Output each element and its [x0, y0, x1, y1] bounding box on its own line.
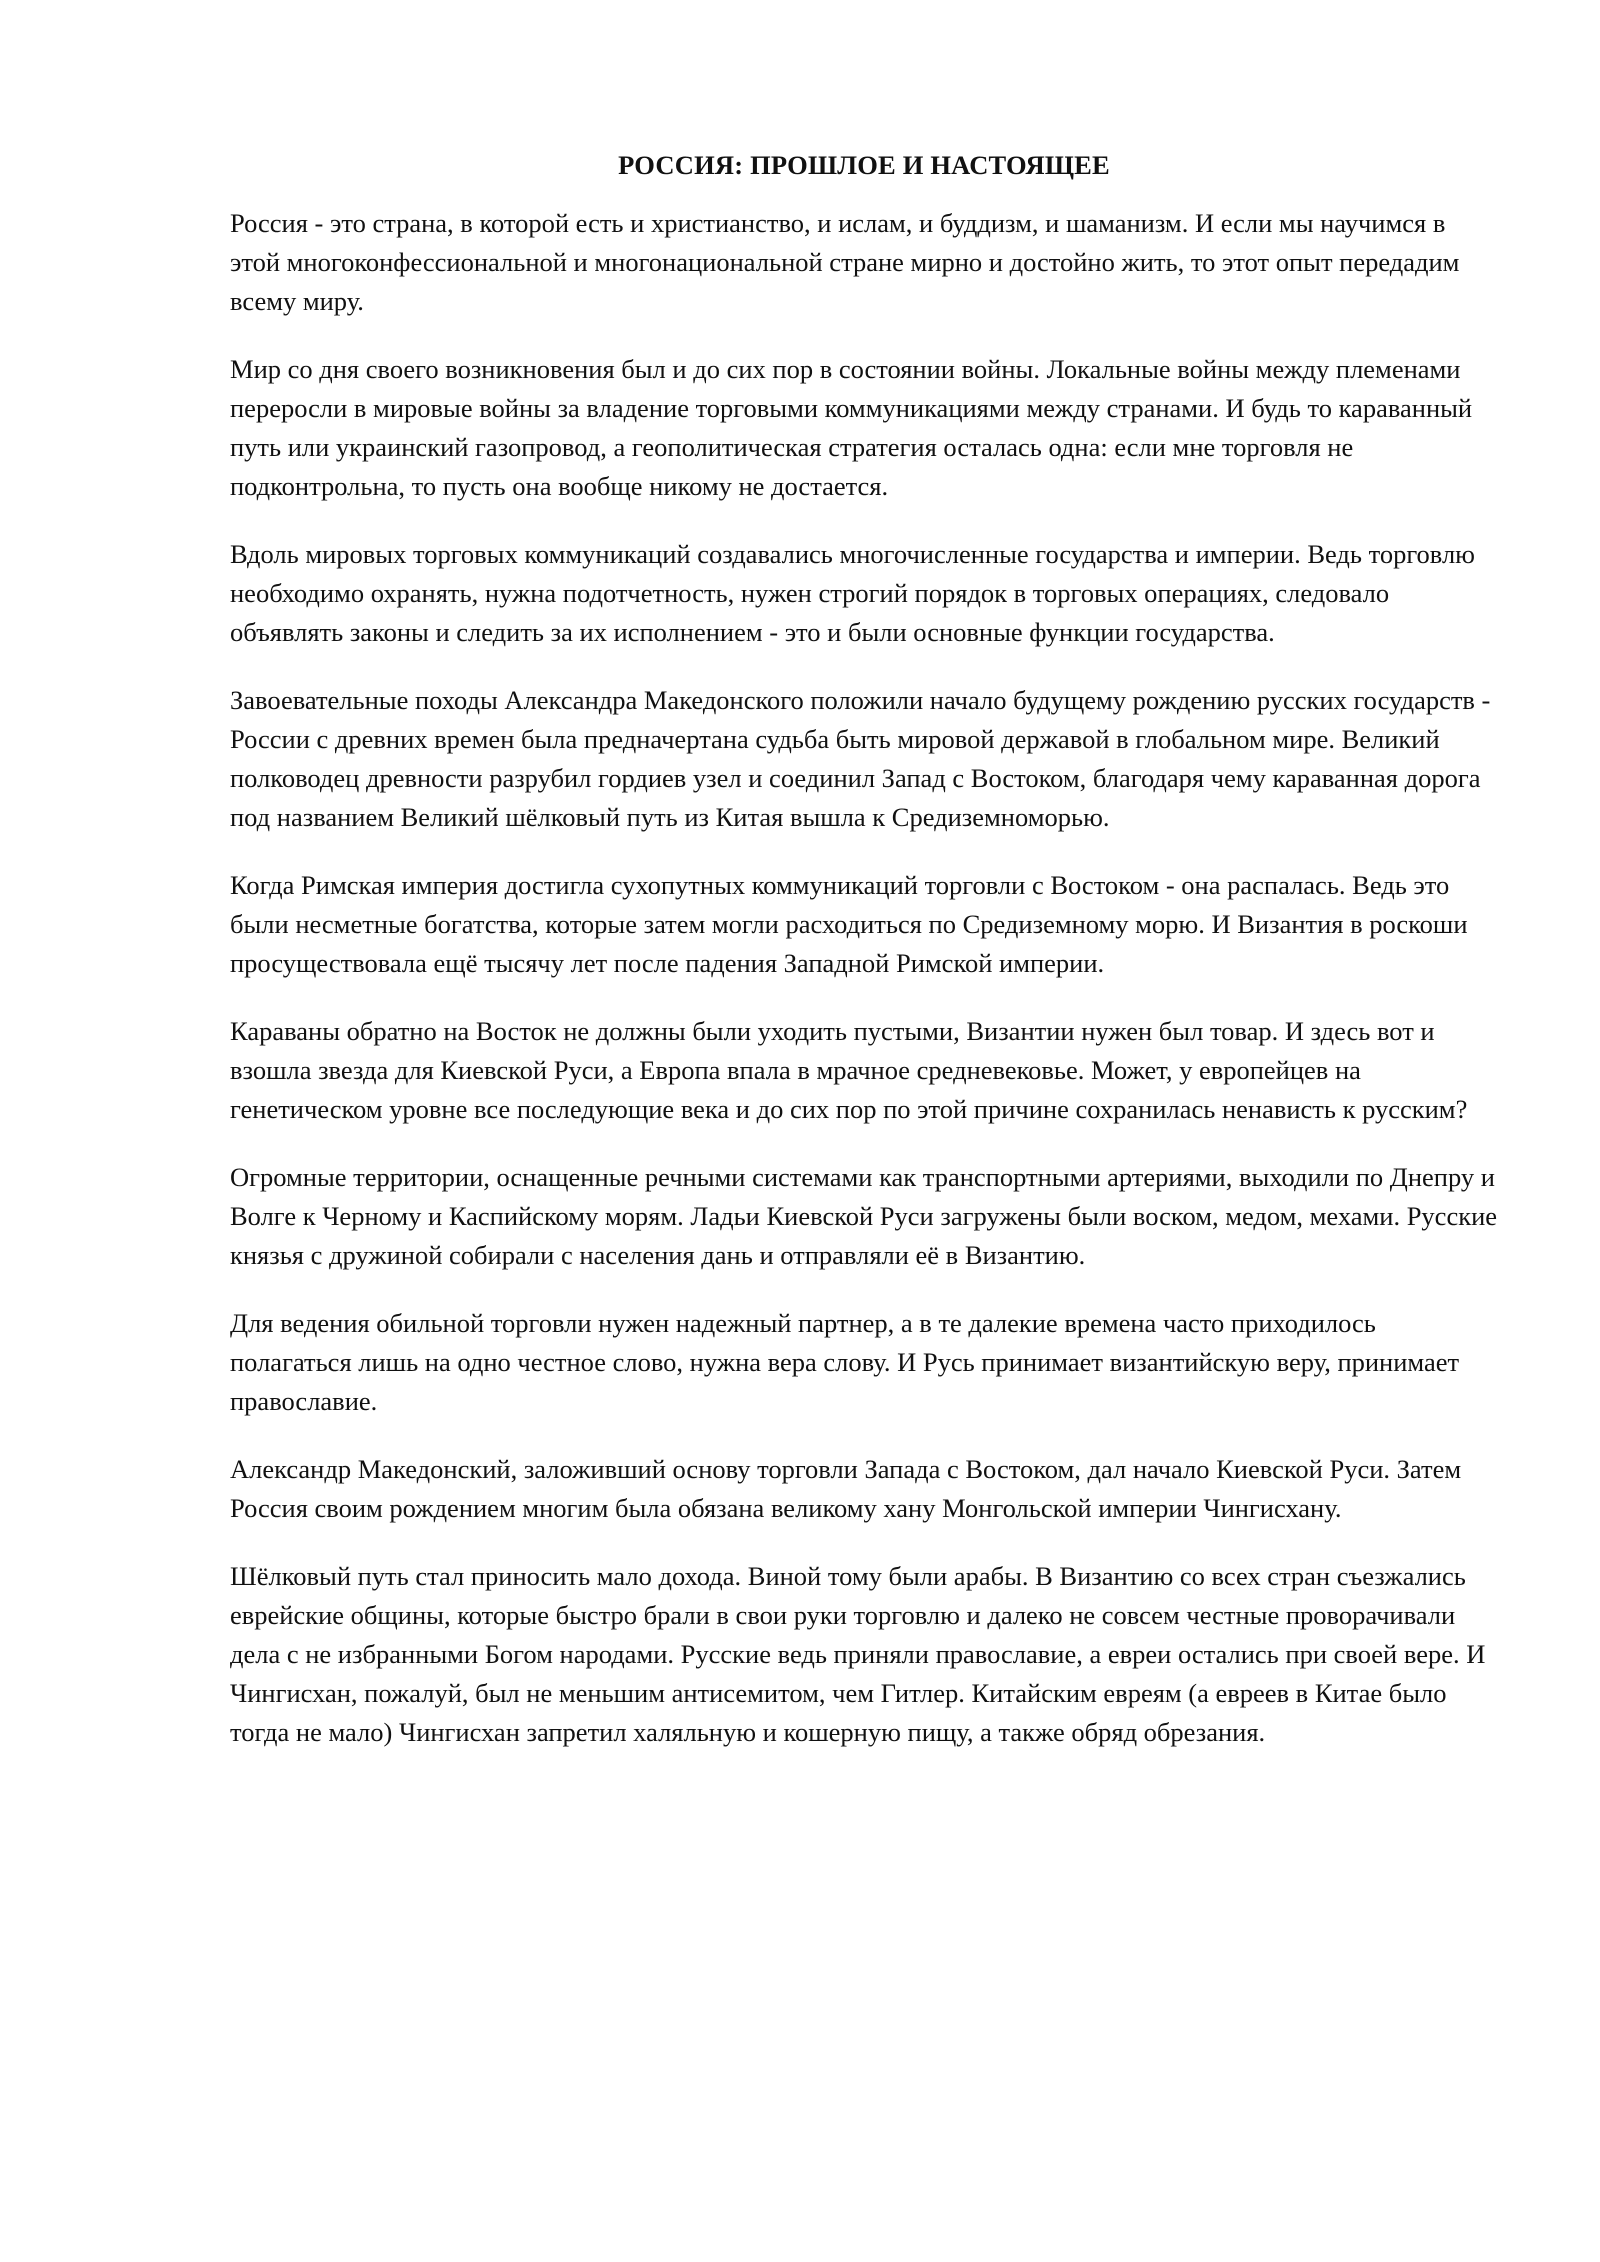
paragraph-7: Огромные территории, оснащенные речными системами как транспортными артериями, выходили по Днепру и Волге к Черному и Каспийскому морям. Ладьи Киевской Руси загружены были воском, медом, мехами. Русские князья с дружиной собирали с населения дань и отправляли её в Византию. — [230, 1162, 1498, 1271]
paragraph-3: Вдоль мировых торговых коммуникаций создавались многочисленные государства и империи. Ведь торговлю необходимо охранять, нужна подотчетность, нужен строгий порядок в торговых операциях, следовало объявлять законы и следить за их исполнением - это и были основные функции государства. — [230, 539, 1475, 648]
paragraph-9: Александр Македонский, заложивший основу торговли Запада с Востоком, дал начало Киевской Руси. Затем Россия своим рождением многим была обязана великому хану Монгольской империи Чингисхану. — [230, 1454, 1462, 1524]
document-body — [230, 148, 1498, 1781]
paragraph-5: Когда Римская империя достигла сухопутных коммуникаций торговли с Востоком - она распалась. Ведь это были несметные богатства, которые затем могли расходиться по Средиземному морю. И Византия в роскоши просуществовала ещё тысячу лет после падения Западной Римской империи. — [230, 870, 1468, 979]
paragraph-2: Мир со дня своего возникновения был и до сих пор в состоянии войны. Локальные войны между племенами переросли в мировые войны за владение торговыми коммуникациями между странами. И будь то караванный путь или украинский газопровод, а геополитическая стратегия осталась одна: если мне торговля не подконтрольна, то пусть она вообще никому не достается. — [230, 354, 1473, 502]
paragraph-4: Завоевательные походы Александра Македонского положили начало будущему рождению русских государств - России с древних времен была предначертана судьба быть мировой державой в глобальном мире. Великий полководец древности разрубил гордиев узел и соединил Запад с Востоком, благодаря чему караванная дорога под названием Великий шёлковый путь из Китая вышла к Средиземноморью. — [230, 685, 1491, 833]
paragraph-1: Россия - это страна, в которой есть и христианство, и ислам, и буддизм, и шаманизм. И если мы научимся в этой многоконфессиональной и многонациональной стране мирно и достойно жить, то этот опыт передадим всему миру. — [230, 208, 1460, 317]
document-title: РОССИЯ: ПРОШЛОЕ И НАСТОЯЩЕЕ — [618, 150, 1110, 180]
paragraph-8: Для ведения обильной торговли нужен надежный партнер, а в те далекие времена часто приходилось полагаться лишь на одно честное слово, нужна вера слову. И Русь принимает византийскую веру, принимает православие. — [230, 1308, 1460, 1417]
paragraph-10: Шёлковый путь стал приносить мало дохода. Виной тому были арабы. В Византию со всех стран съезжались еврейские общины, которые быстро брали в свои руки торговлю и далеко не совсем честные проворачивали дела с не избранными Богом народами. Русские ведь приняли православие, а евреи остались при своей вере. И Чингисхан, пожалуй, был не меньшим антисемитом, чем Гитлер. Китайским евреям (а евреев в Китае было тогда не мало) Чингисхан запретил халяльную и кошерную пищу, а также обряд обрезания. — [230, 1561, 1486, 1748]
paragraph-6: Караваны обратно на Восток не должны были уходить пустыми, Византии нужен был товар. И здесь вот и взошла звезда для Киевской Руси, а Европа впала в мрачное средневековье. Может, у европейцев на генетическом уровне все последующие века и до сих пор по этой причине сохранилась ненависть к русским? — [230, 1016, 1468, 1125]
